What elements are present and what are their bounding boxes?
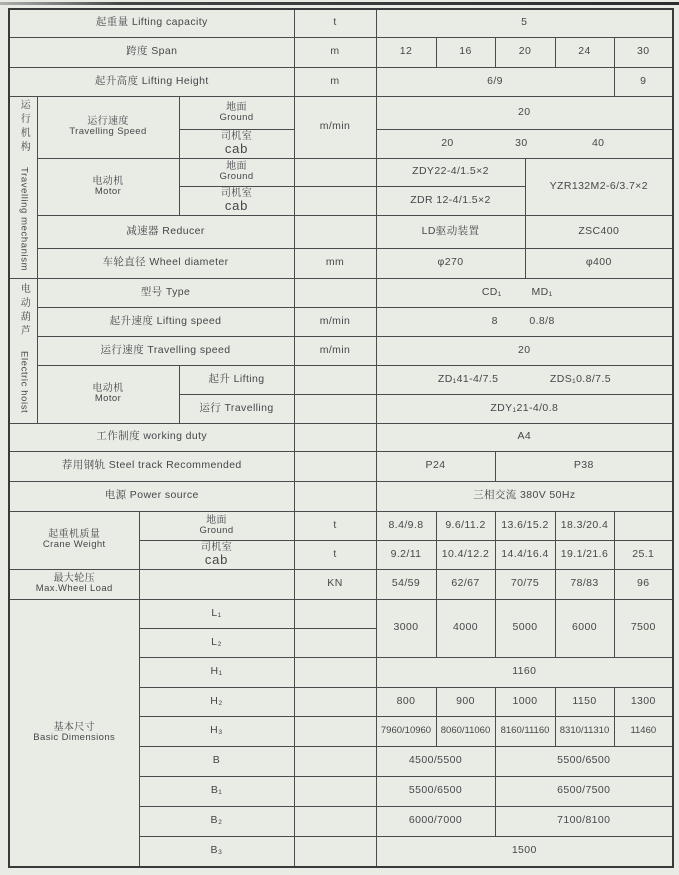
travelling-motor-ground-value: ZDY22-4/1.5×2	[376, 158, 525, 186]
max-wheel-load-value: 62/67	[436, 569, 495, 599]
cab-speed-value: 30	[515, 136, 528, 149]
travelling-mechanism-label-cn: 运行机构	[18, 99, 30, 156]
max-wheel-load-label-cn: 最大轮压	[53, 573, 96, 585]
travelling-motor-ground-sublabel	[179, 158, 294, 186]
wheel-diameter-left-value: φ270	[376, 248, 525, 278]
hoist-travelling-speed-unit: m/min	[294, 336, 376, 365]
travelling-motor-label	[37, 158, 179, 215]
dimension-b1-left-value: 5500/6500	[376, 776, 495, 806]
hoist-motor-label	[37, 365, 179, 423]
dimension-b-right-value: 5500/6500	[495, 746, 673, 776]
hoist-motor-travelling-unit	[294, 394, 376, 423]
ground-label-en: Ground	[219, 111, 254, 123]
span-value: 24	[555, 37, 614, 67]
dimension-b3-sublabel: B₃	[139, 836, 294, 867]
dimension-h3-value: 8060/11060	[436, 716, 495, 746]
dimension-l-value: 5000	[495, 599, 555, 657]
electric-hoist-label-en: Electric hoist	[18, 351, 30, 414]
dimension-b-sublabel: B	[139, 746, 294, 776]
dimension-h3-value: 7960/10960	[376, 716, 436, 746]
dimension-l2-sublabel: L₂	[139, 628, 294, 657]
dimension-b2-right-value: 7100/8100	[495, 806, 673, 836]
hoist-motor-lifting-value: ZDS₁0.8/7.5	[549, 372, 611, 385]
crane-spec-table	[8, 8, 674, 868]
lifting-capacity-unit: t	[294, 9, 376, 37]
power-source-label: 电源 Power source	[9, 481, 294, 511]
dimension-h3-value: 11460	[614, 716, 673, 746]
dimension-h2-value: 1000	[495, 687, 555, 716]
steel-track-label: 荐用钢轨 Steel track Recommended	[9, 451, 294, 481]
reducer-right-value: ZSC400	[525, 215, 673, 248]
hoist-type-value: MD₁	[531, 285, 553, 298]
travelling-speed-unit: m/min	[294, 96, 376, 158]
dimension-b1-sublabel: B₁	[139, 776, 294, 806]
travelling-speed-cab-sublabel	[179, 129, 294, 158]
cab-speed-value: 20	[441, 136, 454, 149]
dimension-l-value: 6000	[555, 599, 614, 657]
lifting-capacity-label: 起重量 Lifting capacity	[9, 9, 294, 37]
cab-label-en: cab	[224, 140, 249, 156]
scan-edge-artifact	[0, 2, 679, 5]
hoist-motor-lifting-unit	[294, 365, 376, 394]
max-wheel-load-value: 96	[614, 569, 673, 599]
hoist-motor-lifting-values	[376, 365, 673, 394]
dimension-b2-left-value: 6000/7000	[376, 806, 495, 836]
cab-label-cn: 司机室	[220, 130, 253, 142]
travelling-motor-cab-unit	[294, 186, 376, 215]
hoist-motor-travelling-value: ZDY₁21-4/0.8	[376, 394, 673, 423]
crane-weight-cab-value: 10.4/12.2	[436, 540, 495, 569]
crane-weight-ground-value: 18.3/20.4	[555, 511, 614, 540]
travelling-speed-label	[37, 96, 179, 158]
hoist-type-label: 型号 Type	[37, 278, 294, 307]
crane-weight-cab-value: 19.1/21.6	[555, 540, 614, 569]
dimension-h1-unit	[294, 657, 376, 687]
ground-label-cn: 地面	[226, 101, 247, 113]
wheel-diameter-right-value: φ400	[525, 248, 673, 278]
travelling-motor-merged-value: YZR132M2-6/3.7×2	[525, 158, 673, 215]
dimension-l-value: 4000	[436, 599, 495, 657]
wheel-diameter-unit: mm	[294, 248, 376, 278]
max-wheel-load-label	[9, 569, 139, 599]
dimension-h3-value: 8310/11310	[555, 716, 614, 746]
max-wheel-load-sublabel-empty	[139, 569, 294, 599]
travelling-motor-cab-sublabel	[179, 186, 294, 215]
cab-label-en: cab	[224, 197, 249, 213]
ground-label-cn: 地面	[206, 514, 227, 526]
dimension-h1-value: 1160	[376, 657, 673, 687]
hoist-travelling-speed-value: 20	[376, 336, 673, 365]
basic-dimensions-label	[9, 599, 139, 867]
max-wheel-load-value: 54/59	[376, 569, 436, 599]
steel-track-left-value: P24	[376, 451, 495, 481]
lifting-height-main-value: 6/9	[376, 67, 614, 96]
max-wheel-load-value: 78/83	[555, 569, 614, 599]
dimension-h1-sublabel: H₁	[139, 657, 294, 687]
dimension-h2-unit	[294, 687, 376, 716]
dimension-b3-value: 1500	[376, 836, 673, 867]
hoist-travelling-speed-label: 运行速度 Travelling speed	[37, 336, 294, 365]
electric-hoist-label-cn: 电动葫芦	[18, 283, 30, 340]
hoist-lifting-speed-value: 8	[491, 314, 498, 327]
span-value: 16	[436, 37, 495, 67]
crane-weight-ground-value: 13.6/15.2	[495, 511, 555, 540]
crane-weight-label-cn: 起重机质量	[48, 529, 101, 541]
wheel-diameter-label: 车轮直径 Wheel diameter	[37, 248, 294, 278]
crane-weight-cab-value: 14.4/16.4	[495, 540, 555, 569]
hoist-lifting-speed-label: 起升速度 Lifting speed	[37, 307, 294, 336]
crane-weight-cab-unit: t	[294, 540, 376, 569]
max-wheel-load-unit: KN	[294, 569, 376, 599]
cab-label-cn: 司机室	[200, 541, 233, 553]
crane-weight-ground-value: 8.4/9.8	[376, 511, 436, 540]
travelling-speed-ground-value: 20	[376, 96, 673, 129]
dimension-h2-value: 1300	[614, 687, 673, 716]
dimension-b-left-value: 4500/5500	[376, 746, 495, 776]
travelling-mechanism-vertical-text	[18, 99, 28, 271]
crane-weight-ground-value: 9.6/11.2	[436, 511, 495, 540]
lifting-height-last-value: 9	[614, 67, 673, 96]
cab-speed-value: 40	[591, 136, 605, 149]
span-value: 12	[376, 37, 436, 67]
travelling-speed-cab-values	[376, 129, 673, 158]
dimension-l2-unit	[294, 628, 376, 657]
travelling-speed-ground-sublabel	[179, 96, 294, 129]
dimension-h2-value: 900	[436, 687, 495, 716]
dimension-b-unit	[294, 746, 376, 776]
dimension-b2-sublabel: B₂	[139, 806, 294, 836]
steel-track-unit	[294, 451, 376, 481]
dimension-b2-unit	[294, 806, 376, 836]
hoist-motor-travelling-sublabel: 运行 Travelling	[179, 394, 294, 423]
dimension-h3-sublabel: H₃	[139, 716, 294, 746]
hoist-lifting-speed-values	[376, 307, 673, 336]
crane-weight-label-en: Crane Weight	[42, 539, 106, 551]
span-value: 20	[495, 37, 555, 67]
travelling-motor-label-en: Motor	[94, 185, 122, 197]
hoist-motor-label-cn: 电动机	[92, 383, 124, 395]
crane-weight-ground-value-empty	[614, 511, 673, 540]
crane-weight-cab-value: 25.1	[614, 540, 673, 569]
cab-label-en: cab	[204, 551, 229, 567]
dimension-b1-right-value: 6500/7500	[495, 776, 673, 806]
dimension-l1-sublabel: L₁	[139, 599, 294, 628]
dimension-h2-value: 1150	[555, 687, 614, 716]
dimension-l-value: 3000	[376, 599, 436, 657]
dimension-h3-unit	[294, 716, 376, 746]
travelling-speed-label-cn: 运行速度	[87, 116, 129, 128]
travelling-mechanism-group-label	[9, 96, 37, 278]
span-unit: m	[294, 37, 376, 67]
dimension-b3-unit	[294, 836, 376, 867]
reducer-left-value: LD驱动装置	[376, 215, 525, 248]
span-value: 30	[614, 37, 673, 67]
hoist-motor-lifting-value: ZD₁41-4/7.5	[437, 372, 499, 385]
dimension-l-value: 7500	[614, 599, 673, 657]
reducer-label: 减速器 Reducer	[37, 215, 294, 248]
hoist-type-values	[376, 278, 673, 307]
hoist-lifting-speed-unit: m/min	[294, 307, 376, 336]
lifting-capacity-value: 5	[376, 9, 673, 37]
cab-label-cn: 司机室	[220, 187, 253, 199]
electric-hoist-vertical-text	[18, 283, 28, 413]
working-duty-label: 工作制度 working duty	[9, 423, 294, 451]
working-duty-value: A4	[376, 423, 673, 451]
power-source-unit	[294, 481, 376, 511]
ground-label-en: Ground	[219, 171, 254, 183]
reducer-unit	[294, 215, 376, 248]
basic-dimensions-label-cn: 基本尺寸	[53, 721, 96, 733]
dimension-l1-unit	[294, 599, 376, 628]
travelling-speed-label-en: Travelling Speed	[69, 126, 147, 138]
hoist-motor-lifting-sublabel: 起升 Lifting	[179, 365, 294, 394]
hoist-lifting-speed-value: 0.8/8	[529, 314, 555, 327]
ground-label-cn: 地面	[226, 161, 247, 173]
ground-label-en: Ground	[199, 524, 234, 536]
lifting-height-unit: m	[294, 67, 376, 96]
travelling-motor-label-cn: 电动机	[92, 175, 124, 187]
span-label: 跨度 Span	[9, 37, 294, 67]
working-duty-unit	[294, 423, 376, 451]
lifting-height-label: 起升高度 Lifting Height	[9, 67, 294, 96]
power-source-value: 三相交流 380V 50Hz	[376, 481, 673, 511]
max-wheel-load-value: 70/75	[495, 569, 555, 599]
hoist-type-unit	[294, 278, 376, 307]
dimension-h2-sublabel: H₂	[139, 687, 294, 716]
crane-weight-ground-unit: t	[294, 511, 376, 540]
crane-weight-ground-sublabel	[139, 511, 294, 540]
electric-hoist-group-label	[9, 278, 37, 423]
travelling-motor-cab-value: ZDR 12-4/1.5×2	[376, 186, 525, 215]
crane-weight-label	[9, 511, 139, 569]
dimension-b1-unit	[294, 776, 376, 806]
dimension-h2-value: 800	[376, 687, 436, 716]
basic-dimensions-label-en: Basic Dimensions	[33, 732, 116, 744]
crane-weight-cab-value: 9.2/11	[376, 540, 436, 569]
travelling-mechanism-label-en: Travelling mechanism	[18, 167, 30, 272]
steel-track-right-value: P38	[495, 451, 673, 481]
dimension-h3-value: 8160/11160	[495, 716, 555, 746]
hoist-motor-label-en: Motor	[94, 393, 122, 405]
travelling-motor-ground-unit	[294, 158, 376, 186]
max-wheel-load-label-en: Max.Wheel Load	[35, 583, 113, 595]
hoist-type-value: CD₁	[481, 285, 502, 298]
crane-weight-cab-sublabel	[139, 540, 294, 569]
